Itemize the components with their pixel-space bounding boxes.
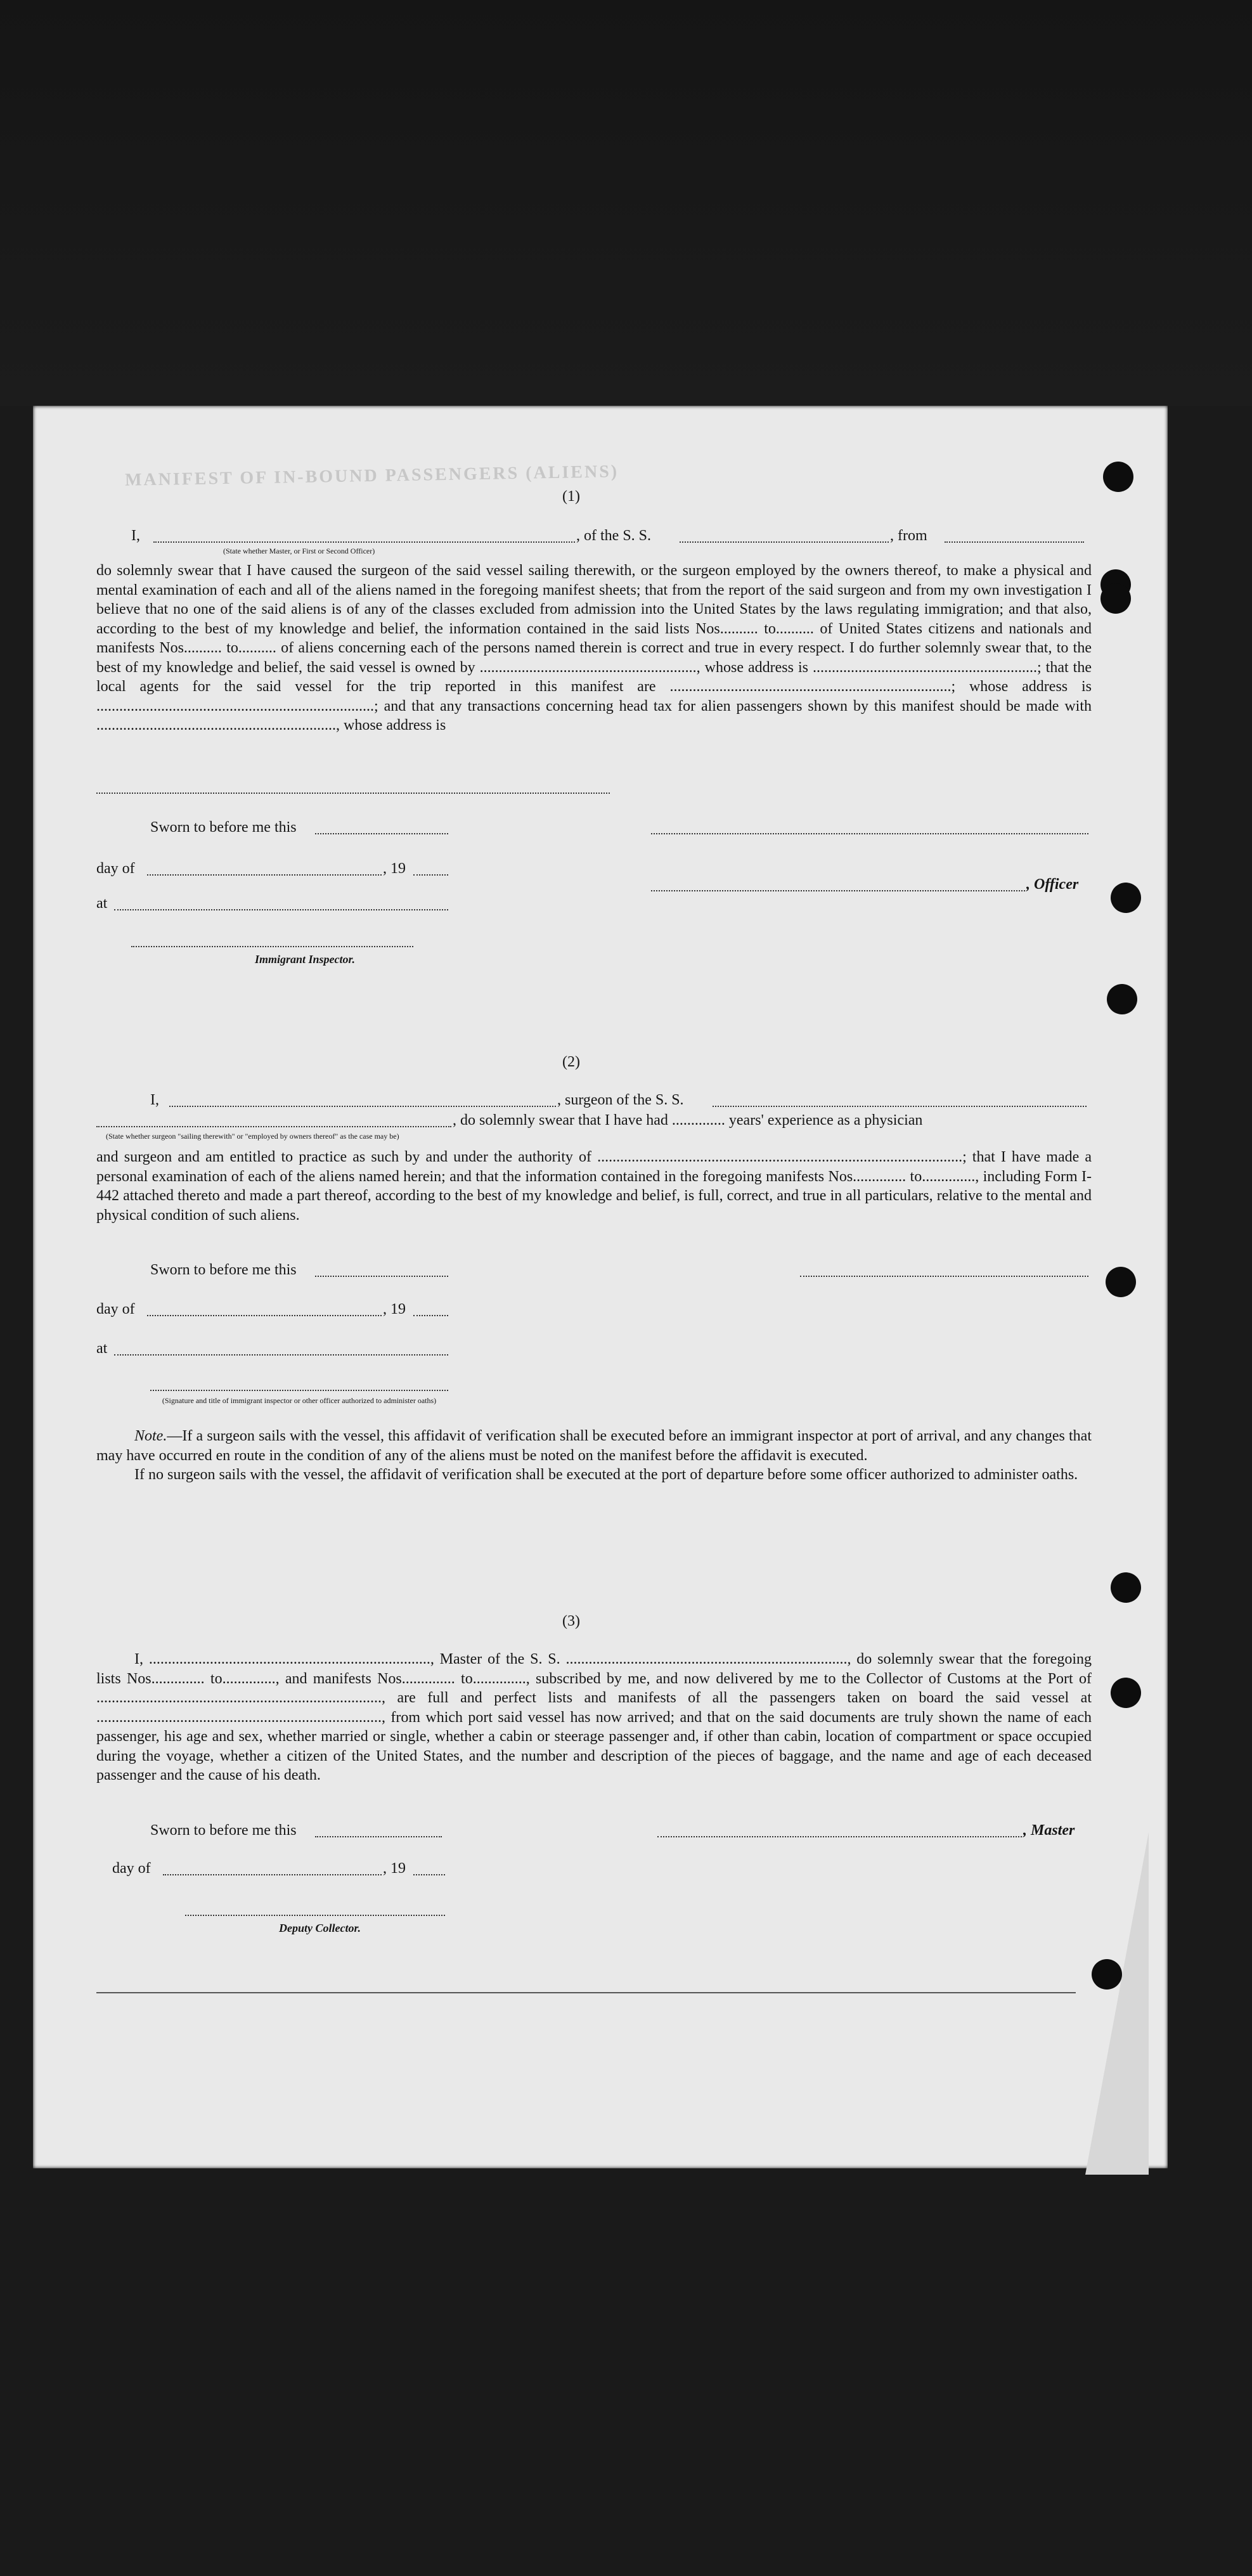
binder-hole [1106,1267,1136,1297]
s3-day-blank [163,1874,382,1875]
s1-vessel-label: , of the S. S. [576,527,652,544]
s2-i-label: I, [150,1092,159,1108]
torn-corner [1085,1832,1149,2175]
s2-body [96,1148,1092,1225]
bleed-through-header: MANIFEST OF IN-BOUND PASSENGERS (ALIENS) [124,462,619,490]
s2-year-blank [413,1315,448,1316]
s1-from-label: , from [890,527,927,544]
s1-sworn-blank [315,833,448,834]
s2-note2: If no surgeon sails with the vessel, the affidavit of verification shall be executed at the port of departure before some officer authorized to administer oaths. [134,1466,1078,1483]
s2-note1: —If a surgeon sails with the vessel, this affidavit of verification shall be executed before an immigrant inspector at port of arrival, and any changes that may have occurred en route in the condition of any of the aliens must be noted on the manifest before the affidavit is executed. [96,1428,1092,1464]
s1-officer-blank [651,890,1025,891]
binder-hole [1111,1678,1141,1708]
scanner-background [0,0,1252,406]
s1-body-text: do solemnly swear that I have caused the surgeon of the said vessel sailing therewith, or the surgeon employed by the owners thereof, to make a physical and mental examination of each and all of the aliens named in the foregoing manifest sheets; that from the report of the said surgeon and from my own investigation I believe that no one of the said aliens is of any of the classes excluded from admission into the United States by the laws regulating immigration; and that also, according to the best of my knowledge and belief, the information contained in the said lists Nos.......... to.......... of United States citizens and nationals and manifests Nos.......... to.......... of aliens concerning each of the persons named therein is correct and true in every respect. I do further solemnly swear that, to the best of my knowledge and belief, the said vessel is owned by ........................................................., whose address is ...........................................................; that the local agents for the said vessel for the trip reported in this manifest are ..........................................................................; whose address is .........................................................................; and that any transactions concerning head tax for alien passengers shown by this manifest should be made with ..............................................................., whose address is [96,562,1092,734]
s1-signature-blank [651,833,1088,834]
s2-day-blank [147,1315,382,1316]
s3-master-blank [657,1836,1022,1837]
manifest-page [33,406,1168,2168]
section3-heading: (3) [562,1613,580,1629]
binder-hole [1111,883,1141,913]
s2-caption-signature: (Signature and title of immigrant inspector or other officer authorized to administer oaths) [162,1396,437,1405]
s3-day-of: day of [112,1860,151,1877]
s2-body-text: and surgeon and am entitled to practice as such by and under the authority of ................................................................................................; that I have made a personal examination of each of the aliens named herein; and that the information contained in the foregoing manifests Nos.............. to.............., including Form I-442 attached thereto and made a part thereof, according to the best of my knowledge and belief, is full, correct, and true in all particulars, relative to the mental and physical condition of such aliens. [96,1149,1092,1224]
s1-sworn: Sworn to before me this [150,819,297,836]
s2-note-label: Note. [134,1428,167,1444]
s1-year-blank [413,874,448,876]
s3-collector-label: Deputy Collector. [279,1922,361,1934]
s2-inspector-blank [150,1390,448,1391]
s1-day-of: day of [96,860,135,877]
s2-sworn-blank [315,1276,448,1277]
s1-officer-label: , Officer [1026,876,1079,893]
bottom-rule [96,1992,1076,1993]
s1-address-blank [96,793,610,794]
binder-hole [1107,984,1137,1014]
s1-name-blank [153,541,575,543]
s3-master-label: , Master [1023,1822,1075,1839]
s1-inspector-blank [131,946,413,947]
s1-year: , 19 [383,860,406,877]
s2-surgeon-label: , surgeon of the S. S. [557,1092,684,1108]
section2-heading: (2) [562,1054,580,1070]
s1-inspector-label: Immigrant Inspector. [255,953,356,966]
s1-body [96,561,1092,735]
s2-day-of: day of [96,1301,135,1317]
s3-year-blank [413,1874,445,1875]
s1-caption-master: (State whether Master, or First or Second Officer) [223,547,375,555]
s3-body [96,1650,1092,1785]
s2-at: at [96,1340,108,1357]
s1-i-label: I, [131,527,140,544]
s2-vessel-blank [713,1106,1087,1107]
s1-at: at [96,895,108,912]
s2-role-blank [96,1126,451,1127]
binder-hole [1100,583,1131,614]
s3-sworn: Sworn to before me this [150,1822,297,1839]
s3-sworn-blank [315,1836,442,1837]
binder-hole [1103,462,1133,492]
s1-vessel-blank [680,541,889,543]
s1-day-blank [147,874,382,876]
s1-from-blank [945,541,1084,543]
binder-hole [1092,1959,1122,1990]
s1-at-blank [114,909,448,910]
binder-hole [1111,1572,1141,1603]
s3-body-text: I, .........................................................................., Master of the S. S. .........................................................................., do solemnly swear that the foregoing lists Nos.............. to.............., and manifests Nos.............. to.............., subscribed by me, and now delivered by me to the Collector of Customs at the Port of ..........................................................................., are full and perfect lists and manifests of all the passengers taken on board the said vessel at ..........................................................................., from which port said vessel has now arrived; and that on the said documents are truly shown the name of each passenger, his age and sex, whether married or single, whether a cabin or steerage passenger and, if other than cabin, location of compartment or space occupied during the voyage, whether a citizen of the United States, and the number and description of the pieces of baggage, and the name and age of each deceased passenger and the cause of his death. [96,1651,1092,1783]
s2-year: , 19 [383,1301,406,1317]
s2-sworn: Sworn to before me this [150,1262,297,1278]
s2-name-blank [169,1106,556,1107]
s2-note [96,1427,1092,1485]
s3-year: , 19 [383,1860,406,1877]
s2-signature-blank [800,1276,1088,1277]
section1-heading: (1) [562,488,580,505]
s2-at-blank [114,1354,448,1356]
s2-line2: , do solemnly swear that I have had .............. years' experience as a physician [453,1112,923,1129]
s3-collector-blank [185,1915,445,1916]
s2-caption-surgeon: (State whether surgeon "sailing therewith" or "employed by owners thereof" as the case may be) [106,1132,399,1141]
